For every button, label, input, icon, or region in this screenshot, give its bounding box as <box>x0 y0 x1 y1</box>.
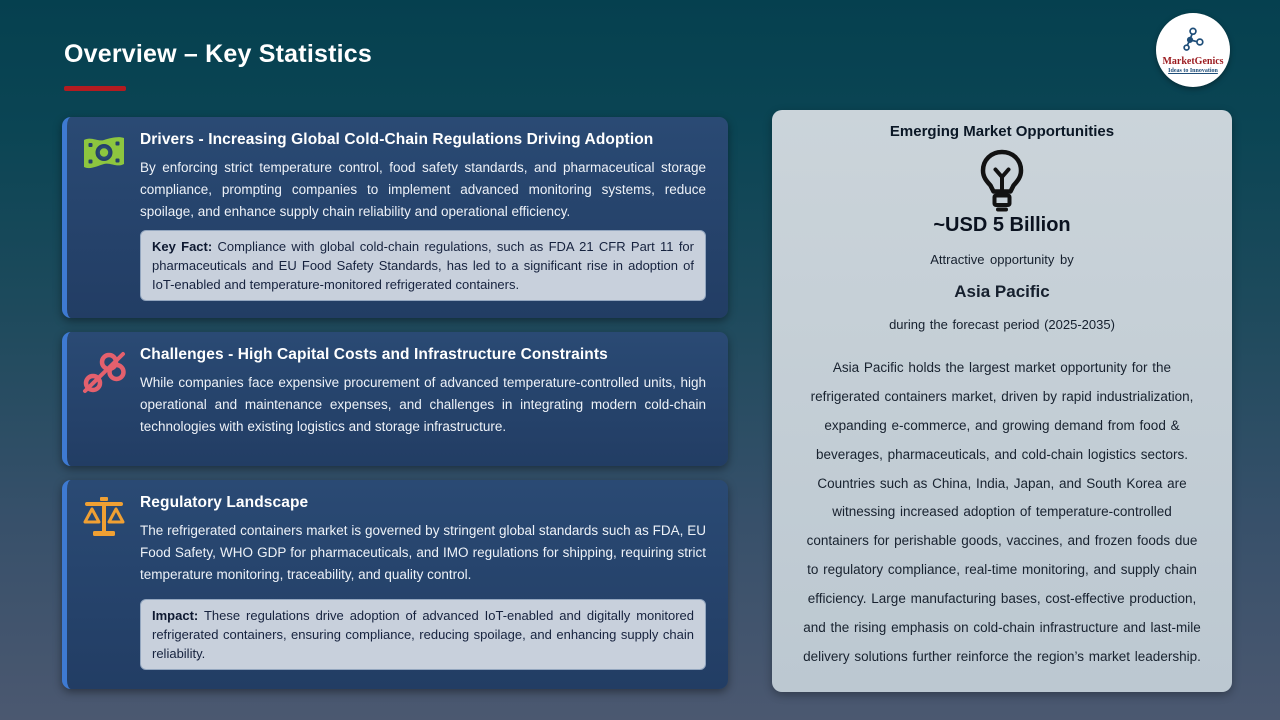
card-title: Regulatory Landscape <box>140 494 309 511</box>
key-fact-text: Compliance with global cold-chain regulations, such as FDA 21 CFR Part 11 for pharmaceuticals and EU Food Safety Standards, has led to a significant rise in adoption of IoT-enabled and temperature-monitored refrigerated containers. <box>152 238 694 293</box>
impact-label: Impact: <box>152 607 199 623</box>
impact-box <box>140 599 706 671</box>
opportunity-region: Asia Pacific <box>954 282 1050 301</box>
regulatory-card <box>62 480 728 689</box>
impact-text: These regulations drive adoption of advanced IoT-enabled and digitally monitored refrigerated containers, ensuring compliance, reducing spoilage, and enhancing supply chain reliability. <box>152 607 694 662</box>
opportunity-panel <box>772 110 1232 692</box>
opportunity-description: Asia Pacific holds the largest market opportunity for the refrigerated containers market, driven by rapid industrialization, expanding e-commerce, and growing demand from food & beverages, pharmaceuticals, and cold-chain logistics sectors. Countries such as China, India, Japan, and South Korea are witnessing increased adoption of temperature-controlled containers for perishable goods, vaccines, and frozen foods due to regulatory compliance, real-time monitoring, and supply chain efficiency. Large manufacturing bases, cost-effective production, and the rising emphasis on cold-chain infrastructure and last-mile delivery solutions further reinforce the region’s market leadership. <box>803 360 1201 664</box>
key-fact-box <box>140 230 706 302</box>
money-bill-icon <box>67 117 140 318</box>
broken-link-icon <box>67 332 140 466</box>
scales-icon <box>67 480 140 689</box>
card-body: The refrigerated containers market is governed by stringent global standards such as FDA, EU Food Safety, WHO GDP for pharmaceuticals, and IMO regulations for shipping, requiring strict temperature monitoring, traceability, and quality control. <box>140 523 706 582</box>
opportunity-value: ~USD 5 Billion <box>933 214 1071 236</box>
card-title: Drivers - Increasing Global Cold-Chain Regulations Driving Adoption <box>140 131 654 148</box>
key-fact-label: Key Fact: <box>152 238 213 254</box>
molecule-icon <box>1180 27 1206 56</box>
panel-title: Emerging Market Opportunities <box>889 123 1115 140</box>
title-accent-rule <box>64 86 126 91</box>
drivers-card <box>62 117 728 318</box>
lightbulb-icon <box>802 148 1202 214</box>
logo-tagline: Ideas to Innovation <box>1168 67 1218 74</box>
marketgenics-logo <box>1156 13 1230 87</box>
opportunity-period: during the forecast period (2025-2035) <box>889 317 1115 332</box>
logo-name: MarketGenics <box>1162 55 1224 67</box>
opportunity-subtitle: Attractive opportunity by <box>930 252 1074 267</box>
card-title: Challenges - High Capital Costs and Infrastructure Constraints <box>140 346 608 363</box>
challenges-card <box>62 332 728 466</box>
card-body: While companies face expensive procurement of advanced temperature-controlled units, high operational and maintenance expenses, and challenges in integrating modern cold-chain technologies with existing logistics and storage infrastructure. <box>140 375 706 434</box>
card-body: By enforcing strict temperature control, food safety standards, and pharmaceutical storage compliance, prompting companies to implement advanced monitoring systems, reduce spoilage, and enhance supply chain reliability and operational efficiency. <box>140 160 706 219</box>
page-title: Overview – Key Statistics <box>64 40 372 68</box>
